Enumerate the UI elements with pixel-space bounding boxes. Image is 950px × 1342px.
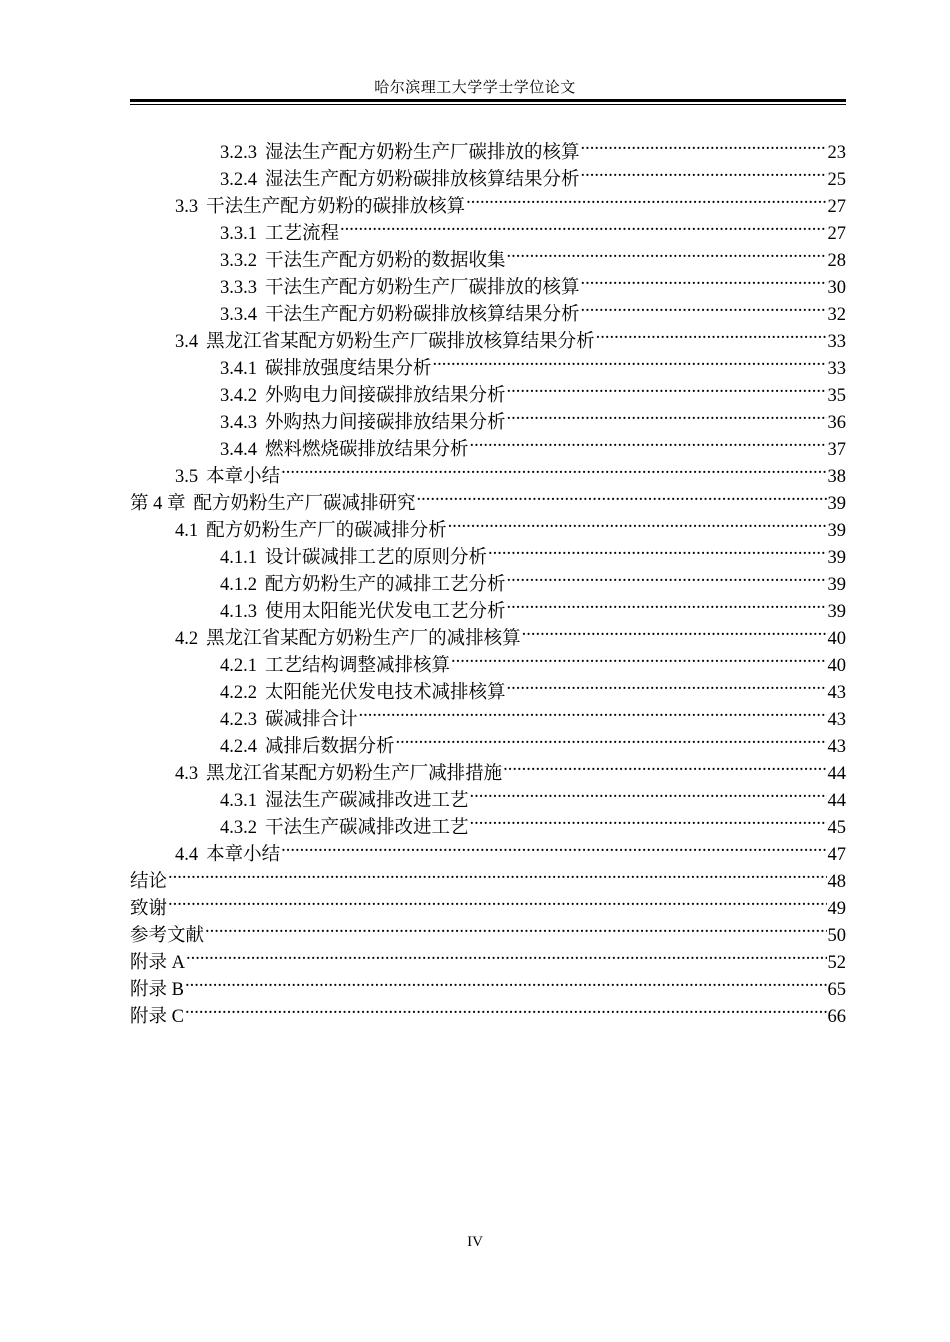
running-header-title: 哈尔滨理工大学学士学位论文 xyxy=(374,80,576,96)
toc-entry-page: 44 xyxy=(827,791,846,811)
toc-dot-leader xyxy=(596,320,827,347)
toc-entry-page: 33 xyxy=(827,332,846,352)
toc-entry-number: 3.3.4 xyxy=(220,305,257,325)
toc-entry-number: 3.4 xyxy=(175,332,199,352)
toc-entry-page: 40 xyxy=(827,656,846,676)
toc-entry-page: 44 xyxy=(827,764,846,784)
toc-entry-title: 设计碳减排工艺的原则分析 xyxy=(265,548,488,568)
toc-entry-title: 黑龙江省某配方奶粉生产厂减排措施 xyxy=(206,764,503,784)
toc-entry-title: 配方奶粉生产厂碳减排研究 xyxy=(193,494,416,514)
toc-dot-leader xyxy=(488,536,826,563)
toc-dot-leader xyxy=(507,239,827,266)
toc-dot-leader xyxy=(470,428,827,455)
toc-entry-title: 附录 A xyxy=(130,953,185,973)
toc-entry-title: 黑龙江省某配方奶粉生产厂的减排核算 xyxy=(206,629,521,649)
toc-entry-page: 43 xyxy=(827,737,846,757)
toc-dot-leader xyxy=(581,293,827,320)
toc-entry-page: 50 xyxy=(827,926,846,946)
toc-entry[interactable] xyxy=(130,941,846,973)
toc-entry-number: 3.4.3 xyxy=(220,413,257,433)
toc-entry-number: 4.1 xyxy=(175,521,199,541)
toc-entry-number: 4.3.2 xyxy=(220,818,257,838)
table-of-contents xyxy=(130,131,846,1027)
toc-entry-title: 干法生产配方奶粉的碳排放核算 xyxy=(206,197,466,217)
toc-entry-number: 3.3.2 xyxy=(220,251,257,271)
toc-entry[interactable] xyxy=(130,995,846,1027)
toc-entry-page: 47 xyxy=(827,845,846,865)
toc-entry-title: 干法生产碳减排改进工艺 xyxy=(265,818,469,838)
toc-dot-leader xyxy=(451,644,826,671)
toc-entry-title: 干法生产配方奶粉碳排放核算结果分析 xyxy=(265,305,580,325)
toc-entry-number: 3.3 xyxy=(175,197,199,217)
toc-entry-title: 外购热力间接碳排放结果分析 xyxy=(265,413,506,433)
toc-dot-leader xyxy=(185,995,827,1022)
toc-dot-leader xyxy=(281,833,826,860)
toc-entry-page: 35 xyxy=(827,386,846,406)
toc-dot-leader xyxy=(168,860,826,887)
toc-entry-number: 3.3.1 xyxy=(220,224,257,244)
toc-entry-title: 配方奶粉生产厂的碳减排分析 xyxy=(206,521,447,541)
toc-entry-page: 39 xyxy=(827,494,846,514)
toc-entry-number: 4.2 xyxy=(175,629,199,649)
toc-entry-number: 4.4 xyxy=(175,845,199,865)
toc-dot-leader xyxy=(581,158,827,185)
toc-entry[interactable] xyxy=(130,887,846,919)
toc-dot-leader xyxy=(581,266,827,293)
toc-entry-number: 4.2.1 xyxy=(220,656,257,676)
toc-entry-number: 4.2.2 xyxy=(220,683,257,703)
toc-entry-number: 3.2.4 xyxy=(220,170,257,190)
toc-entry-number: 3.2.3 xyxy=(220,143,257,163)
toc-entry-page: 23 xyxy=(827,143,846,163)
toc-entry-title: 太阳能光伏发电技术减排核算 xyxy=(265,683,506,703)
header-rule-thick xyxy=(130,99,846,102)
toc-entry-title: 湿法生产配方奶粉生产厂碳排放的核算 xyxy=(265,143,580,163)
toc-entry-number: 4.2.3 xyxy=(220,710,257,730)
toc-entry-title: 使用太阳能光伏发电工艺分析 xyxy=(265,602,506,622)
toc-entry-title: 附录 C xyxy=(130,1007,184,1027)
toc-entry-title: 干法生产配方奶粉的数据收集 xyxy=(265,251,506,271)
toc-entry-page: 45 xyxy=(827,818,846,838)
toc-dot-leader xyxy=(470,806,827,833)
toc-entry-page: 43 xyxy=(827,710,846,730)
toc-dot-leader xyxy=(340,212,826,239)
toc-entry-page: 36 xyxy=(827,413,846,433)
toc-entry-number: 4.1.1 xyxy=(220,548,257,568)
toc-dot-leader xyxy=(433,347,827,374)
toc-entry-title: 工艺流程 xyxy=(265,224,340,244)
toc-entry-page: 28 xyxy=(827,251,846,271)
toc-entry-page: 25 xyxy=(827,170,846,190)
toc-entry-title: 碳减排合计 xyxy=(265,710,358,730)
toc-entry-title: 减排后数据分析 xyxy=(265,737,395,757)
toc-entry-number: 3.4.1 xyxy=(220,359,257,379)
toc-entry-title: 本章小结 xyxy=(206,467,281,487)
toc-entry-title: 附录 B xyxy=(130,980,184,1000)
toc-entry[interactable] xyxy=(130,860,846,892)
header-rule-thin xyxy=(130,104,846,105)
toc-dot-leader xyxy=(507,401,827,428)
toc-dot-leader xyxy=(185,968,827,995)
toc-dot-leader xyxy=(470,779,827,806)
toc-entry-page: 39 xyxy=(827,548,846,568)
toc-entry[interactable] xyxy=(130,131,846,163)
toc-dot-leader xyxy=(396,725,827,752)
toc-dot-leader xyxy=(581,131,827,158)
toc-entry[interactable] xyxy=(130,914,846,946)
toc-entry-title: 湿法生产配方奶粉碳排放核算结果分析 xyxy=(265,170,580,190)
toc-entry-number: 4.1.3 xyxy=(220,602,257,622)
toc-entry-page: 40 xyxy=(827,629,846,649)
toc-entry-title: 结论 xyxy=(130,872,168,892)
toc-dot-leader xyxy=(186,941,827,968)
toc-entry-number: 4.3 xyxy=(175,764,199,784)
toc-entry[interactable] xyxy=(130,968,846,1000)
toc-dot-leader xyxy=(507,374,827,401)
toc-entry-page: 39 xyxy=(827,602,846,622)
toc-entry-page: 27 xyxy=(827,224,846,244)
toc-entry-page: 33 xyxy=(827,359,846,379)
toc-entry-title: 碳排放强度结果分析 xyxy=(265,359,432,379)
toc-entry-number: 第 4 章 xyxy=(130,494,186,514)
toc-dot-leader xyxy=(466,185,826,212)
toc-dot-leader xyxy=(507,563,827,590)
toc-entry-page: 27 xyxy=(827,197,846,217)
toc-entry-title: 工艺结构调整减排核算 xyxy=(265,656,451,676)
toc-entry-title: 配方奶粉生产的减排工艺分析 xyxy=(265,575,506,595)
toc-entry-page: 32 xyxy=(827,305,846,325)
toc-entry-title: 黑龙江省某配方奶粉生产厂碳排放核算结果分析 xyxy=(206,332,595,352)
toc-entry-page: 30 xyxy=(827,278,846,298)
toc-entry-page: 37 xyxy=(827,440,846,460)
toc-entry-title: 参考文献 xyxy=(130,926,205,946)
toc-dot-leader xyxy=(168,887,826,914)
toc-entry-title: 本章小结 xyxy=(206,845,281,865)
toc-entry-number: 4.2.4 xyxy=(220,737,257,757)
toc-entry-number: 3.3.3 xyxy=(220,278,257,298)
toc-dot-leader xyxy=(507,590,827,617)
toc-entry-title: 干法生产配方奶粉生产厂碳排放的核算 xyxy=(265,278,580,298)
toc-entry-title: 致谢 xyxy=(130,899,168,919)
toc-entry-number: 4.1.2 xyxy=(220,575,257,595)
toc-entry-page: 39 xyxy=(827,575,846,595)
toc-dot-leader xyxy=(448,509,827,536)
toc-entry-page: 52 xyxy=(827,953,846,973)
toc-entry-page: 65 xyxy=(827,980,846,1000)
page-number: IV xyxy=(467,1234,483,1250)
toc-dot-leader xyxy=(205,914,826,941)
toc-entry-page: 49 xyxy=(827,899,846,919)
toc-dot-leader xyxy=(359,698,827,725)
toc-entry-number: 3.4.2 xyxy=(220,386,257,406)
toc-dot-leader xyxy=(507,671,827,698)
toc-entry-title: 外购电力间接碳排放结果分析 xyxy=(265,386,506,406)
toc-dot-leader xyxy=(522,617,827,644)
toc-entry-page: 39 xyxy=(827,521,846,541)
toc-entry-page: 38 xyxy=(827,467,846,487)
toc-entry-page: 66 xyxy=(827,1007,846,1027)
toc-entry-number: 3.5 xyxy=(175,467,199,487)
toc-entry-page: 43 xyxy=(827,683,846,703)
toc-entry-page: 48 xyxy=(827,872,846,892)
toc-entry-number: 4.3.1 xyxy=(220,791,257,811)
toc-dot-leader xyxy=(281,455,826,482)
toc-dot-leader xyxy=(503,752,826,779)
toc-entry-number: 3.4.4 xyxy=(220,440,257,460)
toc-entry-title: 燃料燃烧碳排放结果分析 xyxy=(265,440,469,460)
toc-entry-title: 湿法生产碳减排改进工艺 xyxy=(265,791,469,811)
toc-dot-leader xyxy=(417,482,827,509)
